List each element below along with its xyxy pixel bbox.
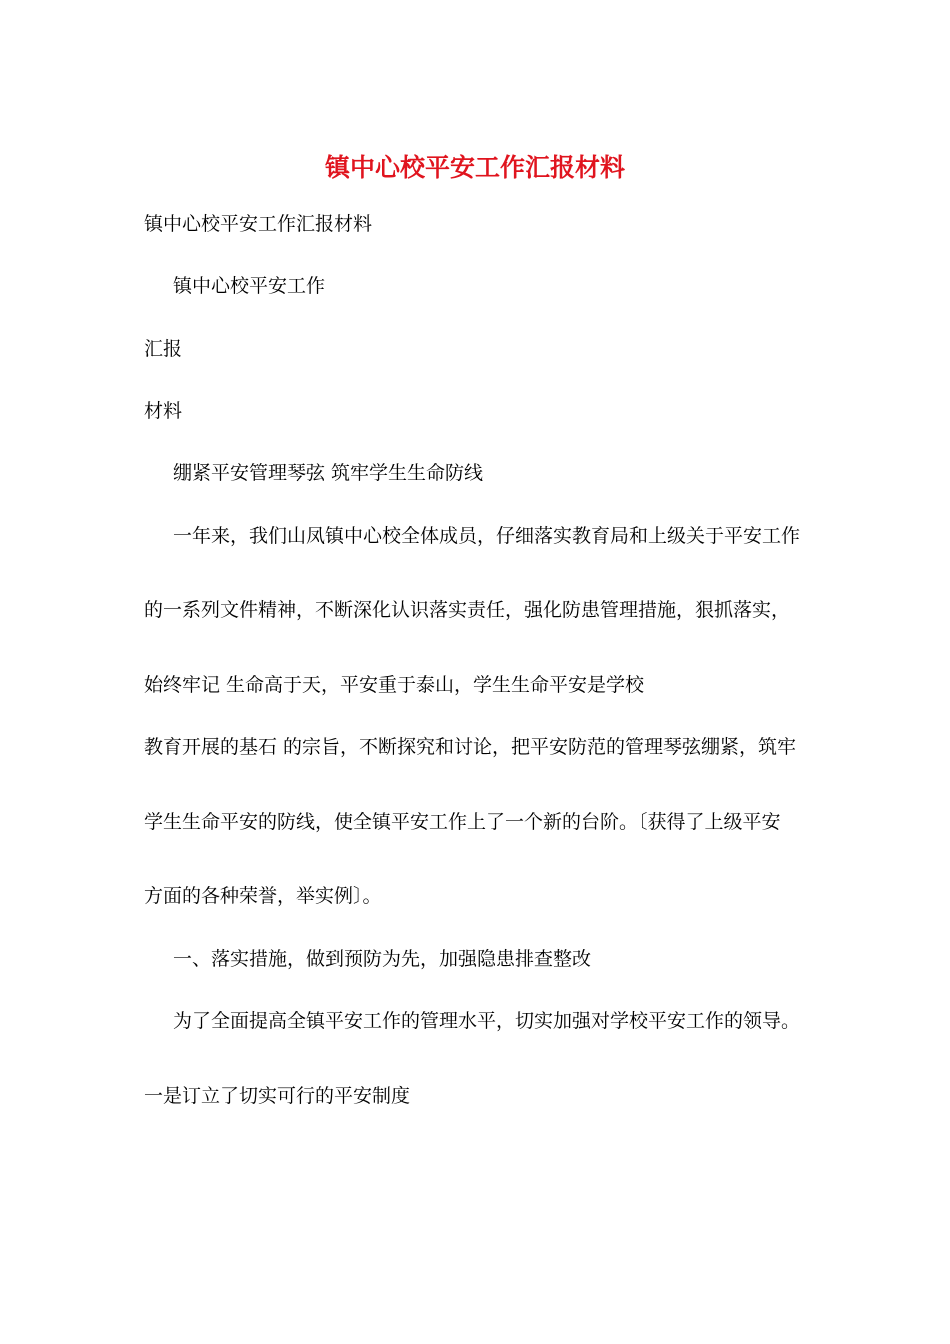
paragraph-line: 学生生命平安的防线，使全镇平安工作上了一个新的台阶。〔获得了上级平安 (144, 811, 781, 833)
paragraph-line: 教育开展的基石 的宗旨，不断探究和讨论，把平安防范的管理琴弦绷紧，筑牢 (144, 736, 797, 758)
paragraph-line: 始终牢记 生命高于天，平安重于泰山，学生生命平安是学校 (144, 674, 645, 696)
paragraph-line: 一是订立了切实可行的平安制度 (144, 1085, 411, 1107)
paragraph-line: 方面的各种荣誉，举实例〕。 (144, 885, 382, 907)
section-heading: 绷紧平安管理琴弦 筑牢学生生命防线 (173, 462, 484, 484)
paragraph-line: 汇报 (144, 338, 183, 360)
document-title: 镇中心校平安工作汇报材料 (324, 153, 625, 182)
section-heading: 一、落实措施，做到预防为先，加强隐患排查整改 (173, 948, 592, 970)
paragraph-line: 一年来，我们山凤镇中心校全体成员，仔细落实教育局和上级关于平安工作 (173, 525, 801, 547)
paragraph-line: 镇中心校平安工作汇报材料 (144, 213, 373, 235)
paragraph-line: 材料 (144, 400, 183, 422)
paragraph-line: 为了全面提高全镇平安工作的管理水平，切实加强对学校平安工作的领导。 (173, 1010, 801, 1032)
paragraph-line: 镇中心校平安工作 (173, 275, 326, 297)
paragraph-line: 的一系列文件精神，不断深化认识落实责任，强化防患管理措施，狠抓落实， (144, 599, 791, 621)
